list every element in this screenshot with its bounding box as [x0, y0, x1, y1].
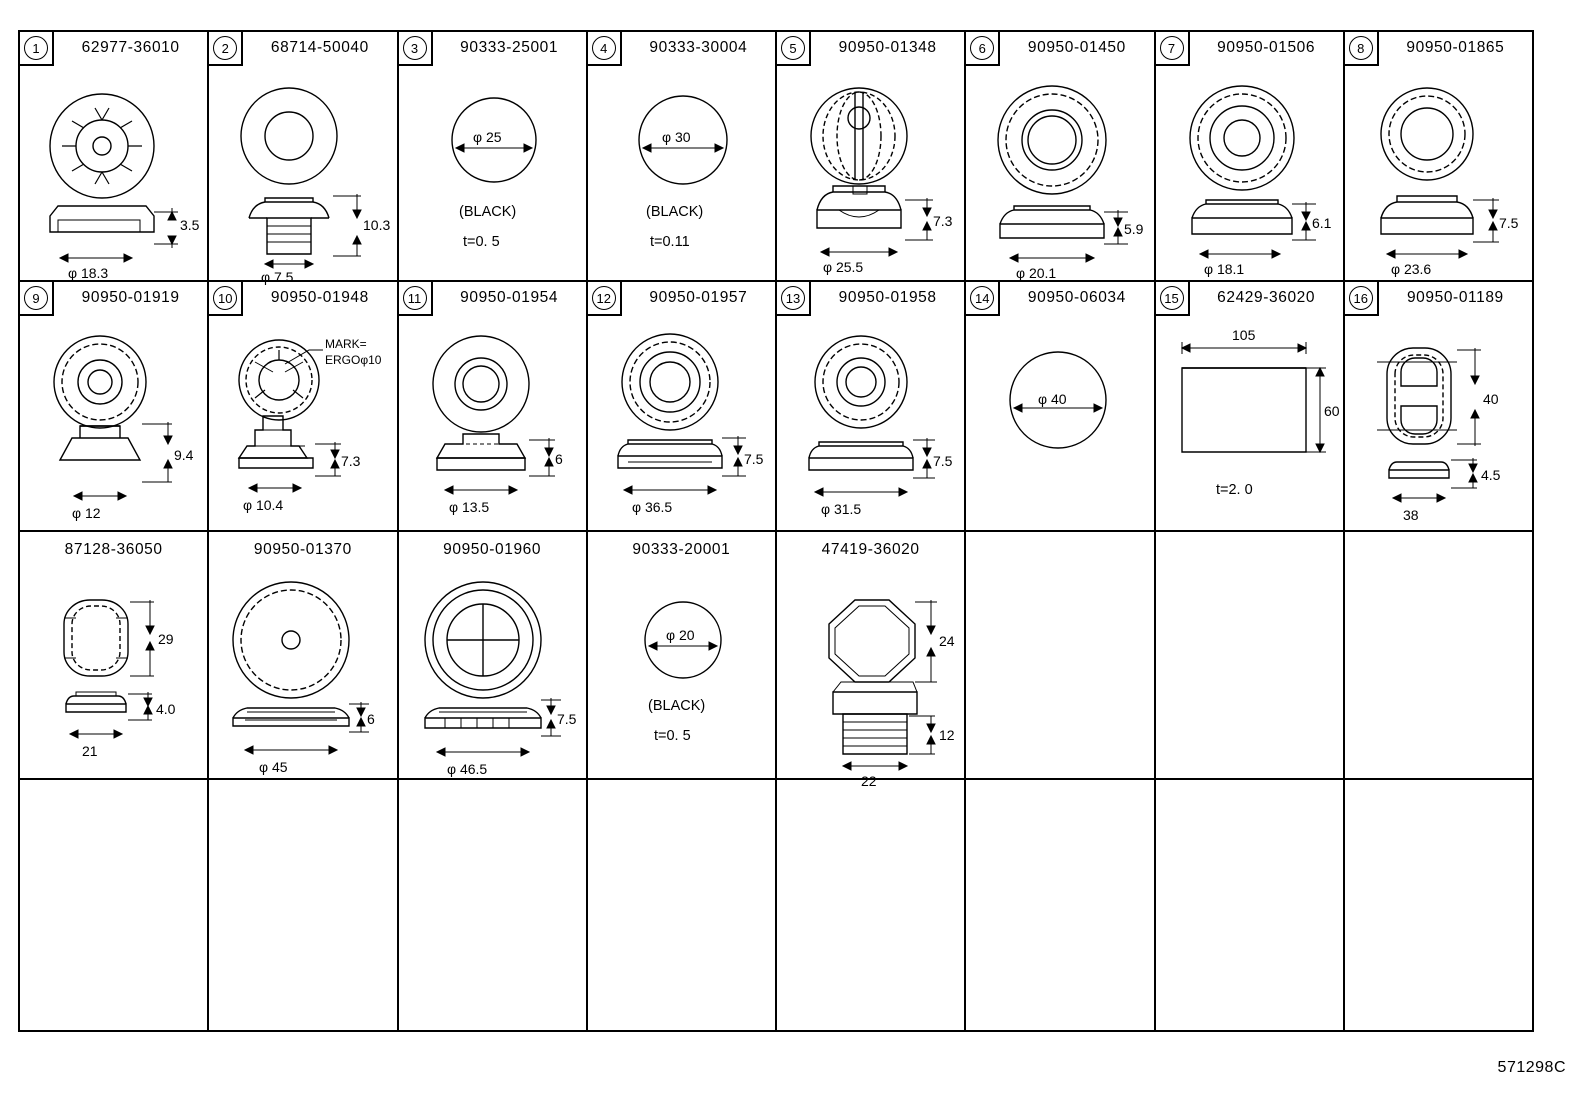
part-number: 90950-01370 [253, 541, 352, 558]
part-cell-26-empty [209, 780, 398, 1030]
dimension-label: φ 45 [259, 759, 288, 775]
dimension-label: φ 10.4 [243, 497, 284, 513]
part-drawing-20 [588, 568, 775, 778]
dimension-label: φ 7.5 [261, 269, 294, 285]
item-number-box [966, 32, 1000, 66]
part-cell-2[interactable] [209, 32, 398, 285]
part-drawing-4 [588, 68, 775, 280]
part-number: 62977-36010 [81, 39, 180, 56]
note-label: t=0.11 [649, 234, 690, 250]
dimension-label: φ 31.5 [821, 501, 862, 517]
part-cell-3[interactable] [399, 32, 588, 282]
part-drawing-15 [1156, 318, 1343, 530]
part-number: 90333-25001 [460, 39, 559, 56]
part-cell-15[interactable] [1156, 282, 1345, 532]
item-number-box [1345, 282, 1379, 316]
mark-label: MARK= [325, 337, 367, 351]
item-number: 8 [1349, 36, 1373, 60]
item-number-box [20, 32, 54, 66]
note-label: (BLACK) [458, 204, 516, 220]
dimension-label: 6 [554, 451, 563, 467]
item-number: 15 [1160, 286, 1184, 310]
item-number-box [209, 282, 243, 316]
part-drawing-13 [777, 318, 964, 530]
item-number: 5 [781, 36, 805, 60]
item-number-box [966, 282, 1000, 316]
part-number: 90950-01957 [649, 289, 748, 306]
item-number: 14 [970, 286, 994, 310]
dimension-label: 7.5 [743, 451, 764, 467]
note-label: (BLACK) [645, 204, 703, 220]
part-number: 90950-01948 [270, 289, 369, 306]
dimension-label: 7.5 [933, 453, 953, 469]
grid-row [20, 282, 1532, 532]
part-drawing-10 [209, 318, 396, 530]
dimension-label: 7.5 [1498, 215, 1519, 231]
part-number: 90950-01919 [81, 289, 180, 306]
dimension-label: 24 [939, 633, 955, 649]
item-number: 4 [592, 36, 616, 60]
item-number-box [209, 32, 243, 66]
item-number: 2 [213, 36, 237, 60]
part-drawing-14 [966, 318, 1153, 530]
part-drawing-21 [777, 568, 964, 789]
dimension-label: φ 13.5 [448, 499, 489, 515]
dimension-label: 7.3 [933, 213, 953, 229]
item-number-box [1156, 282, 1190, 316]
dimension-label: φ 36.5 [631, 499, 672, 515]
part-drawing-3 [399, 68, 586, 280]
part-cell-6[interactable] [966, 32, 1155, 282]
part-cell-10[interactable] [209, 282, 398, 532]
item-number-box [777, 282, 811, 316]
part-cell-13[interactable] [777, 282, 966, 532]
item-number-box [20, 282, 54, 316]
part-drawing-9 [20, 318, 207, 530]
part-drawing-19 [399, 568, 586, 778]
part-cell-22-empty [966, 532, 1155, 780]
part-number: 62429-36020 [1217, 289, 1316, 306]
part-number: 90950-01960 [443, 541, 542, 558]
item-number-box [399, 282, 433, 316]
dimension-label: φ 25 [472, 129, 502, 145]
note-label: t=0. 5 [653, 728, 691, 744]
note-label: t=0. 5 [462, 234, 500, 250]
part-cell-24-empty [1345, 532, 1532, 780]
item-number-box [777, 32, 811, 66]
dimension-label: 4.0 [156, 701, 176, 717]
dimension-label: φ 25.5 [823, 259, 864, 275]
part-number: 90333-30004 [649, 39, 748, 56]
dimension-label: 4.5 [1480, 467, 1501, 483]
item-number: 10 [213, 286, 237, 310]
dimension-label: φ 20.1 [1016, 265, 1057, 281]
part-cell-28-empty [588, 780, 777, 1030]
part-cell-9[interactable] [20, 282, 209, 532]
part-number: 90950-06034 [1027, 289, 1126, 306]
dimension-label: 22 [861, 773, 877, 789]
part-cell-16[interactable] [1345, 282, 1532, 532]
note-label: t=2. 0 [1215, 482, 1253, 498]
dimension-label: φ 30 [661, 129, 691, 145]
dimension-label: 29 [158, 631, 174, 647]
part-cell-27-empty [399, 780, 588, 1030]
part-number: 47419-36020 [821, 541, 920, 558]
part-drawing-8 [1345, 68, 1532, 280]
part-number: 90950-01189 [1406, 289, 1504, 306]
part-drawing-18 [209, 568, 396, 778]
part-cell-31-empty [1156, 780, 1345, 1030]
item-number: 7 [1160, 36, 1184, 60]
sheet-code: 571298C [1497, 1059, 1566, 1076]
dimension-label: φ 46.5 [446, 761, 487, 777]
part-drawing-7 [1156, 68, 1343, 280]
part-drawing-17 [20, 568, 207, 778]
item-number: 11 [403, 286, 427, 310]
item-number: 6 [970, 36, 994, 60]
part-cell-1[interactable] [20, 32, 209, 282]
part-cell-4[interactable] [588, 32, 777, 282]
part-number: 90950-01865 [1406, 39, 1505, 56]
part-cell-23-empty [1156, 532, 1345, 780]
item-number: 1 [24, 36, 48, 60]
part-number: 87128-36050 [64, 541, 163, 558]
dimension-label: 7.5 [556, 711, 576, 727]
part-number: 90950-01506 [1217, 39, 1316, 56]
part-cell-5[interactable] [777, 32, 966, 282]
dimension-label: 60 [1323, 403, 1340, 419]
part-cell-30-empty [966, 780, 1155, 1030]
dimension-label: 38 [1402, 507, 1419, 523]
dimension-label: 6 [367, 711, 376, 727]
dimension-label: 7.3 [341, 453, 361, 469]
item-number-box [399, 32, 433, 66]
item-number-box [588, 282, 622, 316]
part-cell-12[interactable] [588, 282, 777, 532]
item-number: 12 [592, 286, 616, 310]
item-number: 9 [24, 286, 48, 310]
part-cell-21[interactable] [777, 532, 966, 789]
part-cell-20[interactable] [588, 532, 777, 780]
part-cell-8[interactable] [1345, 32, 1532, 282]
parts-grid [18, 30, 1534, 1032]
item-number-box [1156, 32, 1190, 66]
part-number: 90950-01958 [838, 289, 937, 306]
mark-label: ERGOφ10 [325, 353, 382, 367]
dimension-label: φ 18.1 [1203, 261, 1244, 277]
part-cell-11[interactable] [399, 282, 588, 532]
note-label: (BLACK) [647, 698, 705, 714]
dimension-label: 10.3 [363, 217, 391, 233]
dimension-label: φ 12 [72, 505, 101, 521]
part-cell-29-empty [777, 780, 966, 1030]
part-drawing-16 [1345, 318, 1532, 530]
part-cell-32-empty [1345, 780, 1532, 1030]
item-number: 3 [403, 36, 427, 60]
part-cell-7[interactable] [1156, 32, 1345, 282]
part-number: 90950-01450 [1027, 39, 1126, 56]
item-number-box [588, 32, 622, 66]
dimension-label: 9.4 [174, 447, 194, 463]
part-cell-25-empty [20, 780, 209, 1030]
item-number: 13 [781, 286, 805, 310]
part-drawing-5 [777, 68, 964, 280]
dimension-label: φ 23.6 [1390, 261, 1431, 277]
dimension-label: 21 [82, 743, 98, 759]
dimension-label: 105 [1231, 327, 1255, 343]
part-cell-18[interactable] [209, 532, 398, 780]
dimension-label: 40 [1482, 391, 1499, 407]
part-drawing-11 [399, 318, 586, 530]
dimension-label: φ 40 [1038, 391, 1067, 407]
part-cell-14[interactable] [966, 282, 1155, 532]
dimension-label: 3.5 [180, 217, 200, 233]
item-number: 16 [1349, 286, 1373, 310]
part-drawing-1 [20, 68, 207, 280]
grid-row [20, 780, 1532, 1030]
part-cell-17[interactable] [20, 532, 209, 780]
part-number: 90333-20001 [632, 541, 731, 558]
part-cell-19[interactable] [399, 532, 588, 780]
item-number-box [1345, 32, 1379, 66]
dimension-label: 6.1 [1311, 215, 1331, 231]
grid-row [20, 32, 1532, 285]
dimension-label: φ 18.3 [68, 265, 109, 281]
part-number: 68714-50040 [270, 39, 369, 56]
dimension-label: 5.9 [1124, 221, 1144, 237]
dimension-label: 12 [939, 727, 955, 743]
part-drawing-2 [209, 68, 396, 285]
part-drawing-6 [966, 68, 1153, 280]
part-number: 90950-01954 [460, 289, 559, 306]
grid-row [20, 532, 1532, 789]
dimension-label: φ 20 [665, 627, 695, 643]
part-number: 90950-01348 [838, 39, 937, 56]
part-drawing-12 [588, 318, 775, 530]
